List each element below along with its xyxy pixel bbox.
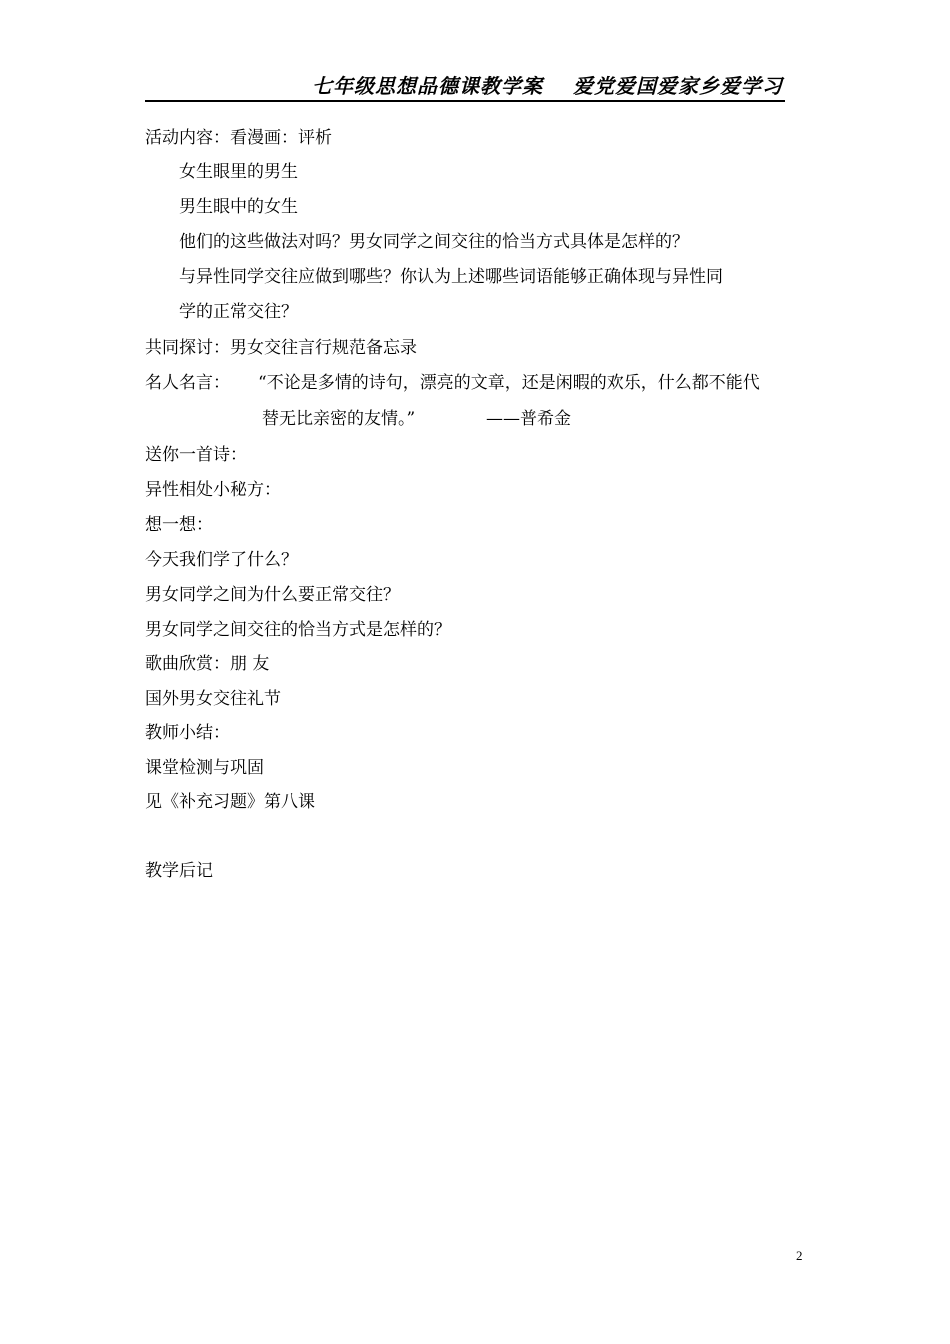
activity-content-line: 活动内容：看漫画：评析 bbox=[145, 128, 332, 148]
classroom-check-line: 课堂检测与巩固 bbox=[145, 758, 264, 778]
cartoon-girls-view: 女生眼里的男生 bbox=[179, 162, 298, 182]
discussion-line: 共同探讨：男女交往言行规范备忘录 bbox=[145, 338, 417, 358]
review-question-1: 今天我们学了什么？ bbox=[145, 550, 298, 570]
page-number: 2 bbox=[796, 1248, 803, 1263]
review-question-2: 男女同学之间为什么要正常交往？ bbox=[145, 585, 400, 605]
quote-author: ——普希金 bbox=[486, 409, 571, 429]
quote-label: 名人名言： bbox=[145, 373, 230, 393]
etiquette-line: 国外男女交往礼节 bbox=[145, 689, 281, 709]
exercise-reference-line: 见《补充习题》第八课 bbox=[145, 792, 315, 812]
header-title-right: 爱党爱国爱家乡爱学习 bbox=[573, 74, 783, 98]
header-title-left: 七年级思想品德课教学案 bbox=[312, 74, 543, 98]
question-line-2: 与异性同学交往应做到哪些？你认为上述哪些词语能够正确体现与异性同 bbox=[179, 267, 723, 287]
song-line: 歌曲欣赏：朋 友 bbox=[145, 654, 270, 674]
teaching-notes-line: 教学后记 bbox=[145, 861, 213, 881]
quote-text-line-1: “不论是多情的诗句，漂亮的文章，还是闲暇的欢乐，什么都不能代 bbox=[258, 373, 760, 393]
quote-text-line-2: 替无比亲密的友情。” bbox=[262, 409, 416, 429]
think-line: 想一想： bbox=[145, 515, 213, 535]
header-title bbox=[312, 70, 783, 99]
question-line-1: 他们的这些做法对吗？男女同学之间交往的恰当方式具体是怎样的？ bbox=[179, 232, 689, 252]
page-header bbox=[145, 64, 785, 102]
cartoon-boys-view: 男生眼中的女生 bbox=[179, 197, 298, 217]
teacher-summary-line: 教师小结： bbox=[145, 723, 230, 743]
secret-recipe-line: 异性相处小秘方： bbox=[145, 480, 281, 500]
question-line-3: 学的正常交往？ bbox=[179, 302, 298, 322]
poem-line: 送你一首诗： bbox=[145, 445, 247, 465]
review-question-3: 男女同学之间交往的恰当方式是怎样的？ bbox=[145, 620, 451, 640]
